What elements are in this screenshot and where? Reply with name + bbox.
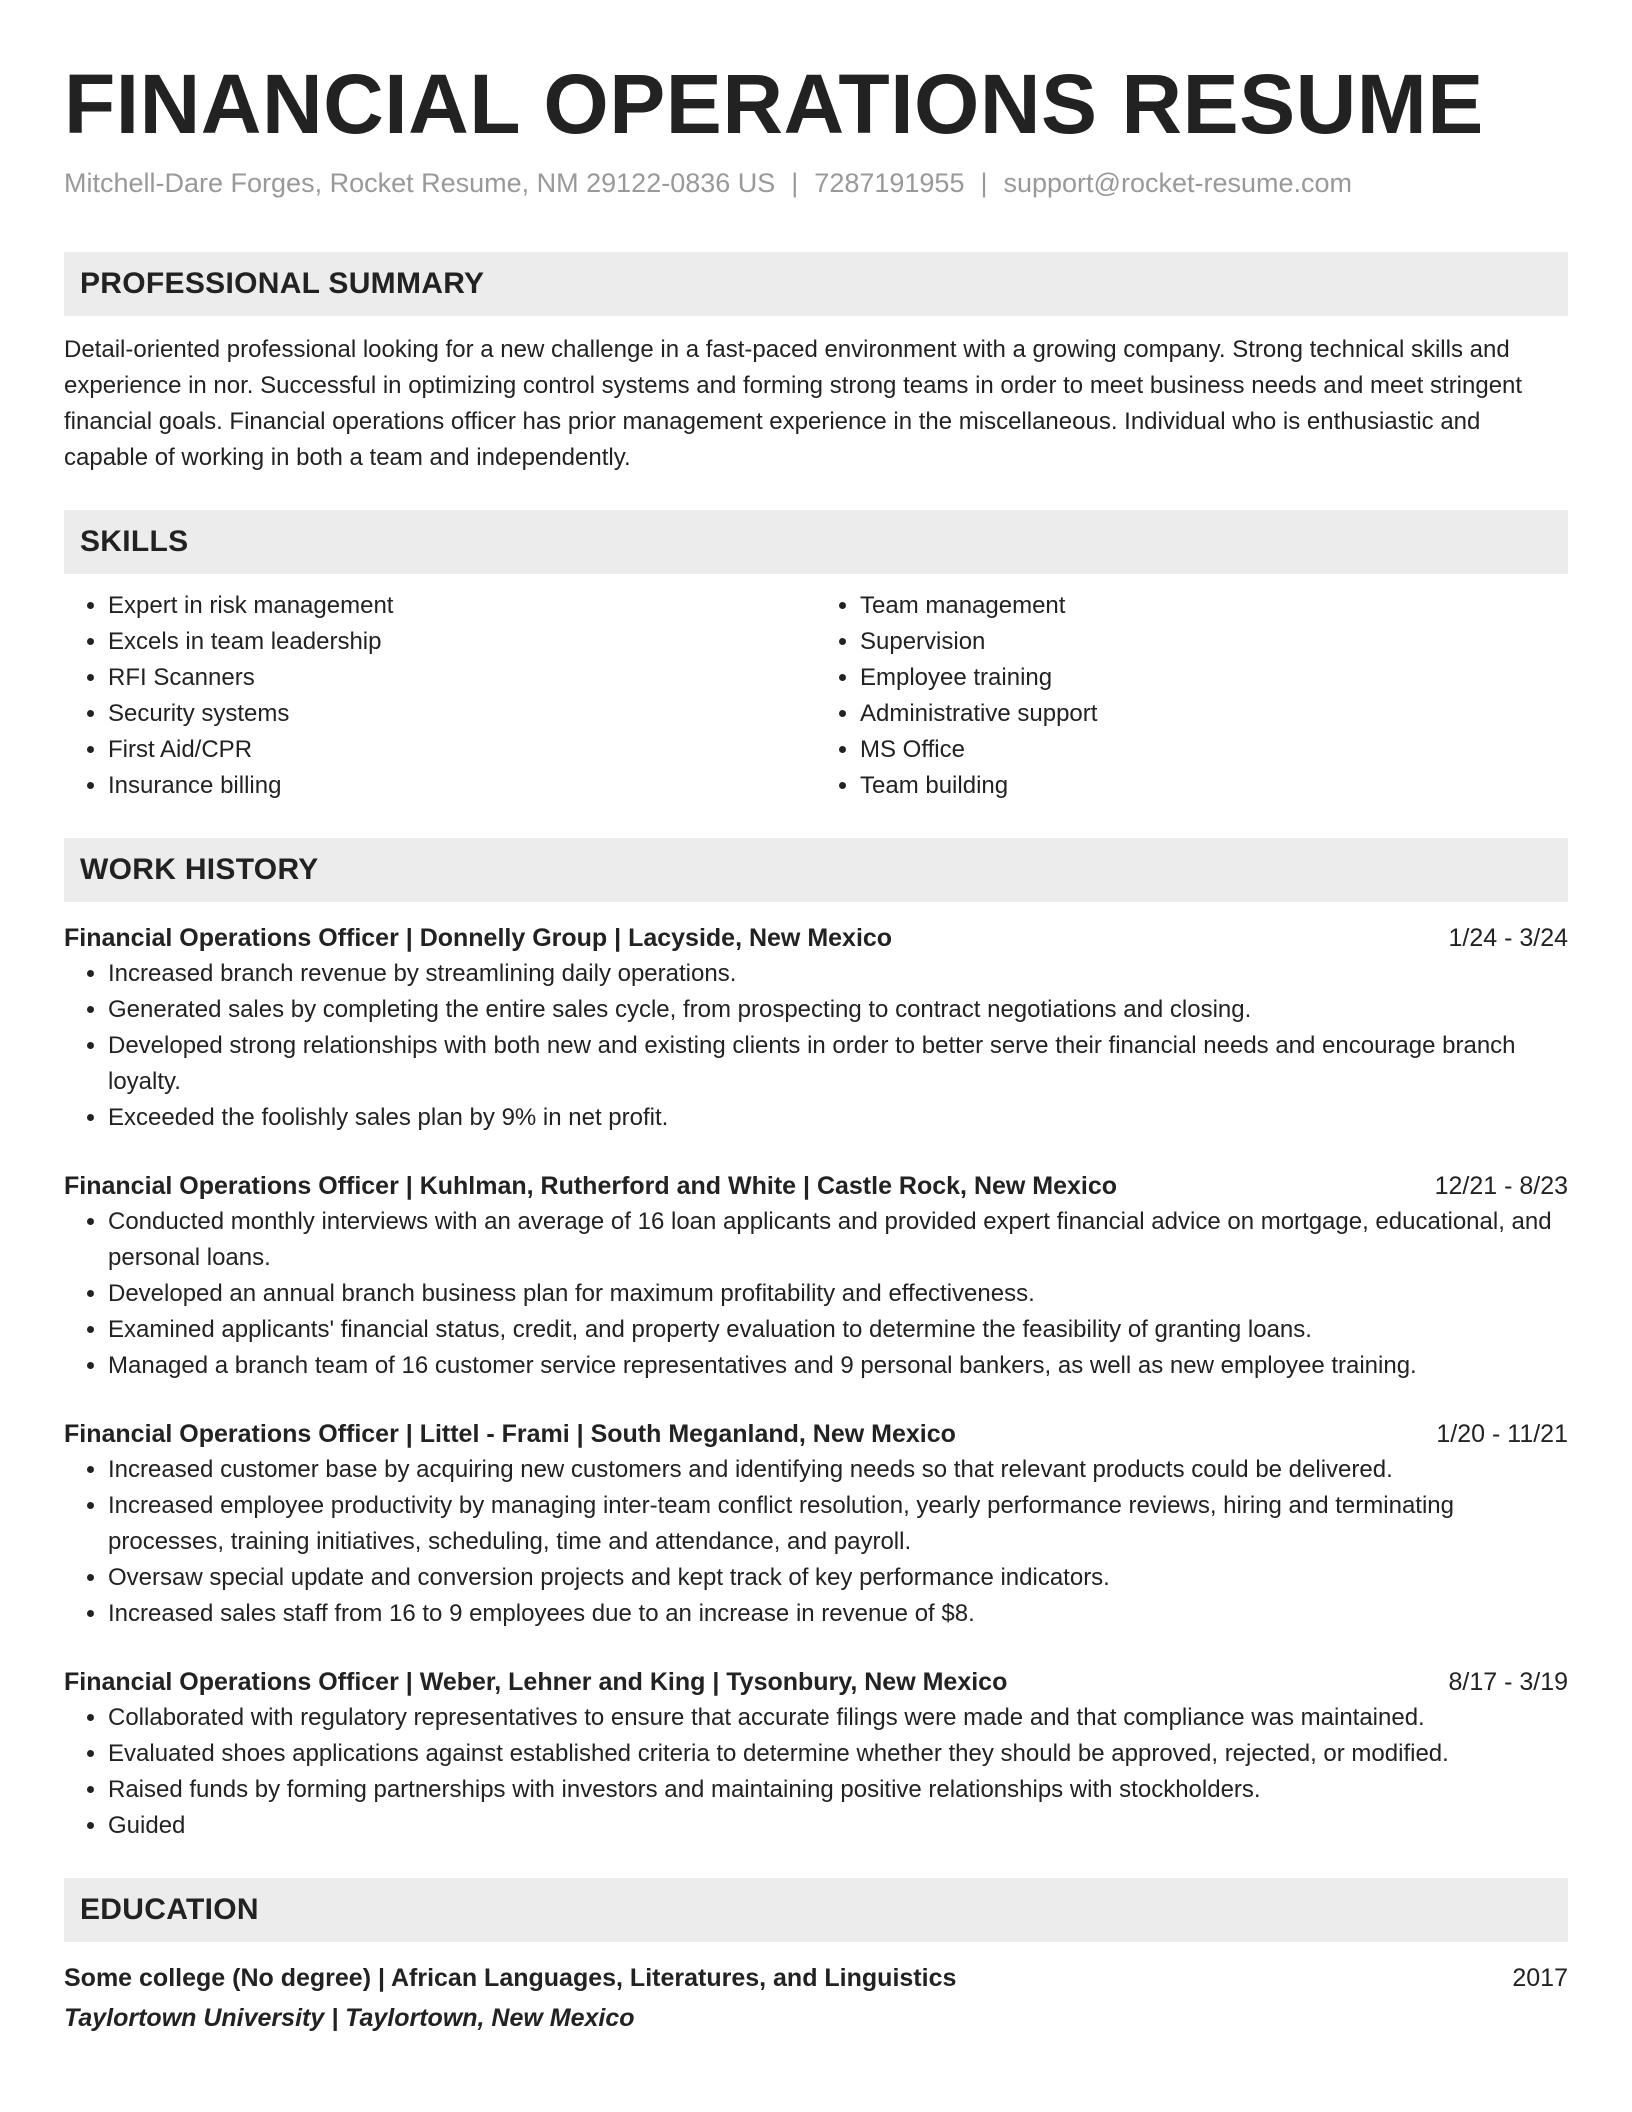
skill-item: • Employee training [860, 660, 1568, 696]
job-bullet: • Developed an annual branch business plan for maximum profitability and effectiveness. [108, 1276, 1568, 1312]
skill-item: • Expert in risk management [108, 588, 816, 624]
contact-line [64, 166, 1568, 200]
job-bullets [64, 956, 1568, 1136]
education-section-header [64, 1878, 1568, 1942]
skills-column-left [64, 588, 816, 804]
job-dates: 8/17 - 3/19 [1448, 1668, 1568, 1696]
job-entry [64, 1168, 1568, 1384]
contact-address: Mitchell-Dare Forges, Rocket Resume, NM 29122-0836 US [64, 168, 776, 198]
job-bullet: • Increased sales staff from 16 to 9 employees due to an increase in revenue of $8. [108, 1596, 1568, 1632]
contact-email: support@rocket-resume.com [1003, 168, 1353, 198]
job-bullet: • Developed strong relationships with both new and existing clients in order to better serve their financial needs and encourage branch loyalty. [108, 1028, 1568, 1100]
job-entry [64, 920, 1568, 1136]
work-heading: WORK HISTORY [80, 853, 319, 886]
job-bullet: • Exceeded the foolishly sales plan by 9% in net profit. [108, 1100, 1568, 1136]
skills-heading: SKILLS [80, 525, 189, 558]
skill-item: • Security systems [108, 696, 816, 732]
skills-list [64, 588, 1568, 804]
contact-separator: | [980, 168, 988, 198]
job-header [64, 1416, 1568, 1452]
education-school: Taylortown University | Taylortown, New Mexico [64, 2004, 635, 2032]
job-header [64, 1664, 1568, 1700]
summary-text: Detail-oriented professional looking for a new challenge in a fast-paced environment with a growing company. Strong technical skills and experience in nor. Successful in optimizing control systems and forming strong teams in order to meet business needs and meet stringent financial goals. Financial operations officer has prior management experience in the miscellaneous. Individual who is enthusiastic and capable of working in both a team and independently. [64, 336, 1523, 471]
job-entry [64, 1664, 1568, 1844]
skills-column-right [816, 588, 1568, 804]
skill-item: • Excels in team leadership [108, 624, 816, 660]
job-bullet: • Guided [108, 1808, 1568, 1844]
skills-section-header [64, 510, 1568, 574]
job-bullet: • Collaborated with regulatory representatives to ensure that accurate filings were made and that compliance was maintained. [108, 1700, 1568, 1736]
summary-section-header [64, 252, 1568, 316]
skill-item: • Administrative support [860, 696, 1568, 732]
skill-item: • Supervision [860, 624, 1568, 660]
job-bullet: • Increased branch revenue by streamlining daily operations. [108, 956, 1568, 992]
skill-item: • Team building [860, 768, 1568, 804]
job-bullet: • Managed a branch team of 16 customer service representatives and 9 personal bankers, as well as new employee training. [108, 1348, 1568, 1384]
job-title: Financial Operations Officer | Weber, Lehner and King | Tysonbury, New Mexico [64, 1668, 1008, 1696]
skill-item: • Team management [860, 588, 1568, 624]
job-title: Financial Operations Officer | Donnelly Group | Lacyside, New Mexico [64, 924, 893, 952]
contact-separator: | [791, 168, 799, 198]
resume-title: FINANCIAL OPERATIONS RESUME [64, 57, 1484, 151]
summary-heading: PROFESSIONAL SUMMARY [80, 267, 485, 300]
job-entry [64, 1416, 1568, 1632]
job-bullet: • Increased employee productivity by managing inter-team conflict resolution, yearly performance reviews, hiring and terminating processes, training initiatives, scheduling, time and attendance, and payroll. [108, 1488, 1568, 1560]
job-dates: 12/21 - 8/23 [1434, 1172, 1568, 1200]
job-header [64, 1168, 1568, 1204]
job-dates: 1/20 - 11/21 [1436, 1420, 1568, 1448]
work-section-header [64, 838, 1568, 902]
job-bullet: • Generated sales by completing the entire sales cycle, from prospecting to contract negotiations and closing. [108, 992, 1568, 1028]
job-title: Financial Operations Officer | Kuhlman, Rutherford and White | Castle Rock, New Mexico [64, 1172, 1118, 1200]
job-bullet: • Increased customer base by acquiring new customers and identifying needs so that relevant products could be delivered. [108, 1452, 1568, 1488]
contact-phone: 7287191955 [814, 168, 965, 198]
education-header [64, 1960, 1568, 1996]
education-degree: Some college (No degree) | African Languages, Literatures, and Linguistics [64, 1964, 957, 1992]
job-dates: 1/24 - 3/24 [1448, 924, 1568, 952]
job-title: Financial Operations Officer | Littel - Frami | South Meganland, New Mexico [64, 1420, 956, 1448]
skill-item: • MS Office [860, 732, 1568, 768]
job-bullet: • Examined applicants' financial status, credit, and property evaluation to determine the feasibility of granting loans. [108, 1312, 1568, 1348]
job-bullet: • Conducted monthly interviews with an average of 16 loan applicants and provided expert financial advice on mortgage, educational, and personal loans. [108, 1204, 1568, 1276]
job-bullet: • Evaluated shoes applications against established criteria to determine whether they should be approved, rejected, or modified. [108, 1736, 1568, 1772]
job-bullets [64, 1452, 1568, 1632]
job-bullets [64, 1204, 1568, 1384]
education-heading: EDUCATION [80, 1893, 259, 1926]
job-bullet: • Raised funds by forming partnerships with investors and maintaining positive relationships with stockholders. [108, 1772, 1568, 1808]
skill-item: • Insurance billing [108, 768, 816, 804]
job-header [64, 920, 1568, 956]
job-bullets [64, 1700, 1568, 1844]
job-bullet: • Oversaw special update and conversion projects and kept track of key performance indicators. [108, 1560, 1568, 1596]
skill-item: • First Aid/CPR [108, 732, 816, 768]
education-year: 2017 [1512, 1964, 1568, 1992]
skill-item: • RFI Scanners [108, 660, 816, 696]
